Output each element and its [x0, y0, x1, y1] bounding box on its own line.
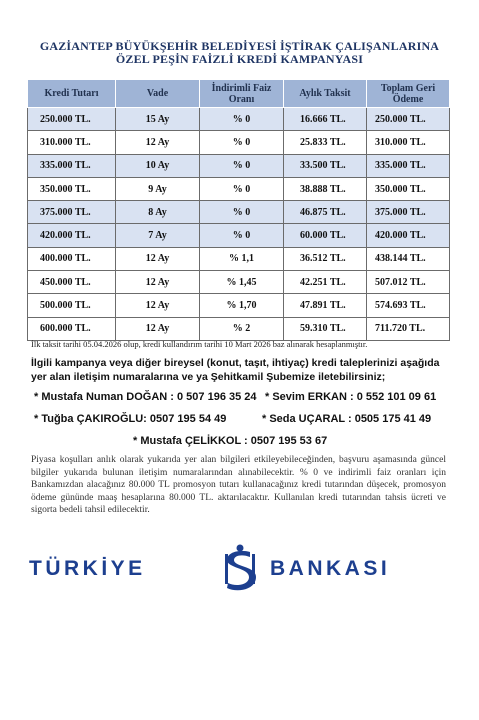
table-footnote: İlk taksit tarihi 05.04.2026 olup, kredi kullandırım tarihi 10 Mart 2026 baz alınarak hesaplanmıştır.: [31, 339, 368, 349]
table-cell: 9 Ay: [116, 177, 200, 200]
table-cell: 25.833 TL.: [284, 131, 367, 154]
credit-table: [27, 79, 450, 341]
table-cell: 375.000 TL.: [28, 201, 116, 224]
contact-info-paragraph: İlgili kampanya veya diğer bireysel (konut, taşıt, ihtiyaç) kredi taleplerinizi aşağıda yer alan iletişim numaralarına ve ya Şehitkamil Şubemize iletebilirsiniz;: [31, 357, 440, 383]
column-header: Aylık Taksit: [284, 80, 367, 108]
table-row: [28, 154, 450, 177]
contact-line: * Tuğba ÇAKIROĞLU: 0507 195 54 49: [34, 413, 227, 425]
table-cell: % 0: [200, 131, 284, 154]
table-cell: 438.144 TL.: [367, 247, 450, 270]
table-cell: % 1,1: [200, 247, 284, 270]
table-cell: 12 Ay: [116, 271, 200, 294]
table-cell: 7 Ay: [116, 224, 200, 247]
document-title: [20, 40, 459, 66]
table-cell: 600.000 TL.: [28, 317, 116, 340]
table-cell: 420.000 TL.: [28, 224, 116, 247]
table-cell: 47.891 TL.: [284, 294, 367, 317]
logo-text-left: TÜRKİYE: [29, 557, 146, 580]
table-cell: 33.500 TL.: [284, 154, 367, 177]
table-row: [28, 317, 450, 340]
table-cell: % 0: [200, 154, 284, 177]
column-header: Kredi Tutarı: [28, 80, 116, 108]
table-cell: 16.666 TL.: [284, 108, 367, 131]
title-line-2: ÖZEL PEŞİN FAİZLİ KREDİ KAMPANYASI: [115, 52, 364, 66]
table-cell: 350.000 TL.: [367, 177, 450, 200]
table-cell: % 1,45: [200, 271, 284, 294]
table-cell: % 0: [200, 201, 284, 224]
column-header: Vade: [116, 80, 200, 108]
table-row: [28, 247, 450, 270]
table-cell: 15 Ay: [116, 108, 200, 131]
table-row: [28, 108, 450, 131]
table-cell: 574.693 TL.: [367, 294, 450, 317]
contact-line: * Sevim ERKAN : 0 552 101 09 61: [265, 391, 437, 403]
table-cell: 12 Ay: [116, 247, 200, 270]
table-cell: 711.720 TL.: [367, 317, 450, 340]
title-line-1: GAZİANTEP BÜYÜKŞEHİR BELEDİYESİ İŞTİRAK ÇALIŞANLARINA: [39, 39, 440, 53]
table-row: [28, 131, 450, 154]
table-cell: 400.000 TL.: [28, 247, 116, 270]
table-cell: 10 Ay: [116, 154, 200, 177]
table-cell: 42.251 TL.: [284, 271, 367, 294]
column-header: Toplam Geri Ödeme: [367, 80, 450, 108]
table-header-row: [28, 80, 450, 108]
table-cell: 507.012 TL.: [367, 271, 450, 294]
disclaimer-paragraph: Piyasa koşulları anlık olarak yukarıda yer alan bilgileri etkileyebileceğinden, başvuru aşamasında güncel bilgiler yukarıda bulunan iletişim numaralarından alınabilecektir. % 0 ve indirimli faiz oranları için Bankamızdan alacağınız 80.000 TL promosyon tutarı kullanacağınız kredi tutarından düşecek, promosyon ödeme gününde maaş hesaplarına 80.000 TL. aktarılacaktır. Kullanılan kredi tutarından tahsis ücreti ve sigorta bedeli tahsil edilecektir.: [31, 455, 446, 515]
table-cell: % 0: [200, 108, 284, 131]
table-cell: 12 Ay: [116, 131, 200, 154]
table-cell: 335.000 TL.: [28, 154, 116, 177]
table-row: [28, 201, 450, 224]
table-cell: 12 Ay: [116, 294, 200, 317]
table-cell: 310.000 TL.: [367, 131, 450, 154]
table-cell: 12 Ay: [116, 317, 200, 340]
table-row: [28, 271, 450, 294]
table-cell: 36.512 TL.: [284, 247, 367, 270]
table-row: [28, 177, 450, 200]
table-cell: 38.888 TL.: [284, 177, 367, 200]
contact-line: * Mustafa ÇELİKKOL : 0507 195 53 67: [133, 435, 328, 447]
table-cell: 420.000 TL.: [367, 224, 450, 247]
column-header: İndirimli Faiz Oranı: [200, 80, 284, 108]
table-cell: 250.000 TL.: [367, 108, 450, 131]
table-cell: 310.000 TL.: [28, 131, 116, 154]
is-bankasi-emblem-icon: [225, 545, 256, 591]
table-cell: 350.000 TL.: [28, 177, 116, 200]
is-bankasi-logo: [29, 543, 451, 593]
table-cell: 60.000 TL.: [284, 224, 367, 247]
table-cell: % 2: [200, 317, 284, 340]
contact-line: * Seda UÇARAL : 0505 175 41 49: [262, 413, 432, 425]
logo-text-right: BANKASI: [270, 557, 391, 580]
table-cell: 375.000 TL.: [367, 201, 450, 224]
table-cell: % 0: [200, 177, 284, 200]
table-cell: % 1,70: [200, 294, 284, 317]
table-cell: 250.000 TL.: [28, 108, 116, 131]
contact-line: * Mustafa Numan DOĞAN : 0 507 196 35 24: [34, 391, 257, 403]
table-cell: 335.000 TL.: [367, 154, 450, 177]
table-cell: 59.310 TL.: [284, 317, 367, 340]
table-cell: 8 Ay: [116, 201, 200, 224]
table-row: [28, 294, 450, 317]
table-cell: % 0: [200, 224, 284, 247]
table-cell: 450.000 TL.: [28, 271, 116, 294]
table-cell: 46.875 TL.: [284, 201, 367, 224]
table-cell: 500.000 TL.: [28, 294, 116, 317]
table-row: [28, 224, 450, 247]
